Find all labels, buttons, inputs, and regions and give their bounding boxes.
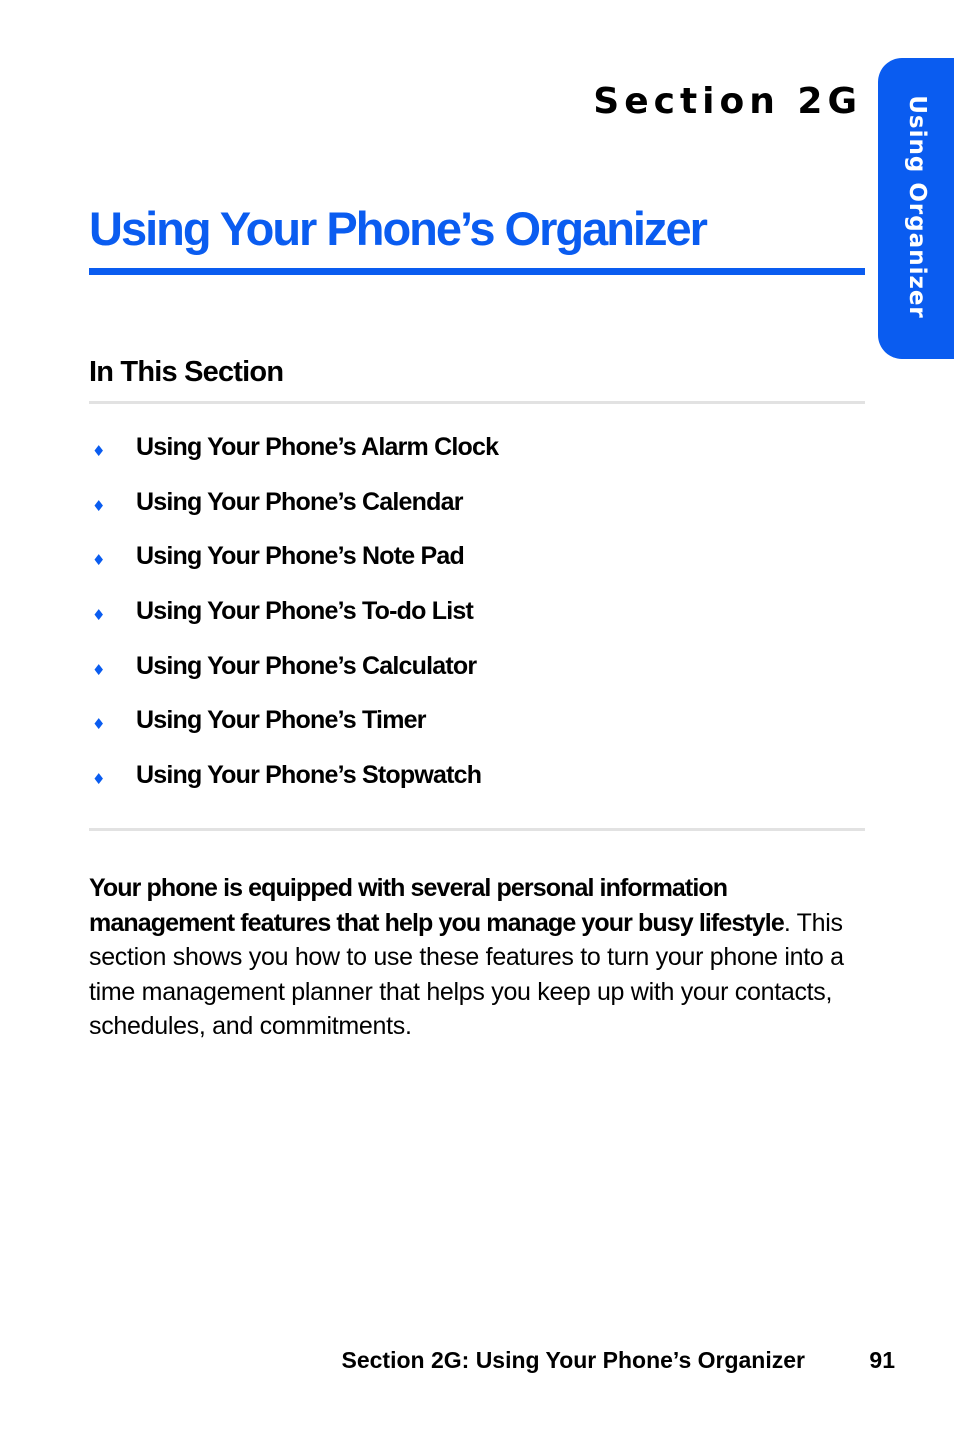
side-tab-label: Using Organizer	[904, 95, 930, 319]
diamond-bullet-icon: ♦	[92, 660, 106, 679]
diamond-bullet-icon: ♦	[92, 606, 106, 625]
intro-body-text: . This section shows you how to use these features to turn your phone into a time management planner that helps you keep up with your contacts, schedules, and commitments.	[89, 908, 844, 1041]
diamond-bullet-icon: ♦	[92, 551, 106, 570]
footer-section-title: Section 2G: Using Your Phone’s Organizer	[341, 1347, 805, 1373]
toc-link-calendar[interactable]: Using Your Phone’s Calendar	[136, 487, 463, 516]
toc-link-stopwatch[interactable]: Using Your Phone’s Stopwatch	[136, 761, 482, 790]
intro-paragraph	[89, 871, 849, 1044]
section-divider-top	[89, 401, 865, 404]
section-divider-bottom	[89, 828, 865, 831]
toc-link-calculator[interactable]: Using Your Phone’s Calculator	[136, 651, 477, 680]
title-rule	[89, 268, 865, 275]
diamond-bullet-icon: ♦	[92, 496, 106, 515]
diamond-bullet-icon: ♦	[92, 442, 106, 460]
toc-link-alarm-clock[interactable]: Using Your Phone’s Alarm Clock	[136, 433, 499, 461]
toc-link-to-do-list[interactable]: Using Your Phone’s To-do List	[136, 597, 473, 626]
page-number: 91	[869, 1347, 895, 1373]
toc-link-note-pad[interactable]: Using Your Phone’s Note Pad	[136, 542, 464, 571]
diamond-bullet-icon: ♦	[92, 770, 106, 789]
intro-bold-text: Your phone is equipped with several personal information management features that help you manage your busy lifestyle	[89, 874, 784, 937]
in-this-section-heading: In This Section	[89, 356, 284, 388]
diamond-bullet-icon: ♦	[92, 715, 106, 734]
page-title: Using Your Phone’s Organizer	[89, 202, 706, 255]
toc-link-timer[interactable]: Using Your Phone’s Timer	[136, 706, 426, 735]
section-label: Section 2G	[593, 81, 862, 122]
